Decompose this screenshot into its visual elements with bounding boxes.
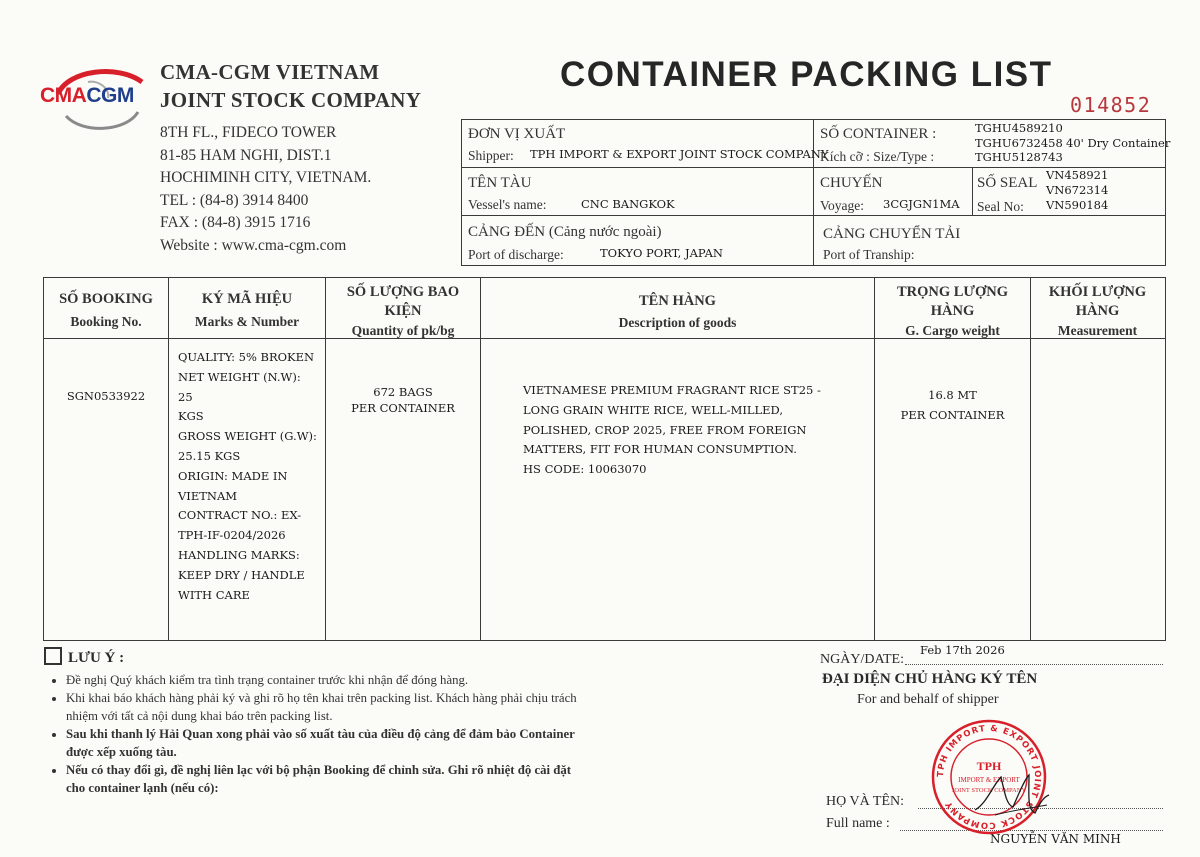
marks-line-6: ORIGIN: MADE IN — [178, 468, 288, 483]
company-name — [160, 58, 421, 114]
vessel-label-vn: TÊN TÀU — [468, 175, 532, 191]
stamp-ring-text: TPH IMPORT & EXPORT JOINT STOCK COMPANY — [935, 723, 1043, 831]
quantity-line-2: PER CONTAINER — [351, 400, 455, 415]
shipper-rep-en: For and behalf of shipper — [857, 692, 999, 707]
header-quantity-en: Quantity of pk/bg — [351, 323, 455, 338]
header-marks — [169, 290, 325, 331]
logo-text-cma: CMA — [40, 84, 87, 107]
voyage-label-vn: CHUYẾN — [820, 175, 883, 191]
shipper-rep-vn: ĐẠI DIỆN CHỦ HÀNG KÝ TÊN — [822, 671, 1038, 687]
seal-value-3: VN590184 — [1046, 198, 1109, 212]
signer-name: NGUYỄN VĂN MINH — [990, 832, 1121, 846]
company-logo — [38, 62, 150, 137]
logo-text-cgm: CGM — [86, 84, 134, 107]
marks-line-8: CONTRACT NO.: EX- — [178, 508, 302, 523]
company-website: Website : www.cma-cgm.com — [160, 236, 347, 254]
vessel-label-en: Vessel's name: — [468, 197, 547, 212]
header-measurement — [1040, 283, 1155, 340]
company-tel: TEL : (84-8) 3914 8400 — [160, 191, 309, 209]
header-marks-en: Marks & Number — [194, 314, 300, 329]
address-line1: 8TH FL., FIDECO TOWER — [160, 124, 337, 141]
header-measurement-en: Measurement — [1057, 323, 1138, 338]
header-description-vn: TÊN HÀNG — [639, 293, 716, 309]
marks-line-3: KGS — [178, 409, 204, 424]
marks-line-2: NET WEIGHT (N.W): 25 — [178, 369, 301, 404]
note-item-2: • Khi khai báo khách hàng phải ký và ghi rõ họ tên khai trên packing list. Khách hàng phải chịu trách nhiệm với tất cả nội dung khai báo trên packing list. — [66, 689, 592, 725]
voyage-value: 3CGJGN1MA — [883, 197, 960, 211]
note-item-4: • Nếu có thay đổi gì, đề nghị liên lạc với bộ phận Booking để chỉnh sửa. Ghi rõ nhiệt độ cài đặt cho container lạnh (nếu có): — [66, 761, 592, 797]
notes-title — [44, 647, 124, 667]
header-quantity-vn: SỐ LƯỢNG BAO KIỆN — [346, 284, 460, 319]
booking-number: SGN0533922 — [66, 389, 146, 403]
header-marks-vn: KÝ MÃ HIỆU — [201, 291, 293, 307]
name-label-vn: HỌ VÀ TÊN: — [826, 794, 905, 809]
date-value: Feb 17th 2026 — [920, 643, 1005, 657]
port-discharge-label-vn: CẢNG ĐẾN (Cảng nước ngoài) — [468, 224, 662, 240]
header-weight-en: G. Cargo weight — [905, 323, 1000, 338]
company-name-line1: CMA-CGM VIETNAM — [160, 60, 380, 84]
stamp-center-2: IMPORT & EXPORT — [958, 776, 1020, 784]
header-booking-vn: SỐ BOOKING — [59, 291, 153, 307]
name-label-en: Full name : — [826, 816, 890, 831]
stamp-center-3: JOINT STOCK COMPANY — [951, 787, 1027, 794]
header-weight — [895, 283, 1010, 340]
seal-label-en: Seal No: — [977, 199, 1024, 214]
marks-line-4: GROSS WEIGHT (G.W): — [178, 429, 317, 444]
description-line-1: VIETNAMESE PREMIUM FRAGRANT RICE ST25 - — [523, 383, 821, 397]
port-discharge-value: TOKYO PORT, JAPAN — [600, 246, 723, 260]
header-booking — [44, 290, 168, 331]
description-cell — [523, 381, 868, 480]
handwritten-signature — [965, 765, 1055, 825]
marks-line-10: HANDLING MARKS: — [178, 547, 300, 562]
description-line-3: POLISHED, CROP 2025, FREE FROM FOREIGN — [523, 422, 807, 437]
description-line-5: HS CODE: 10063070 — [523, 462, 647, 477]
header-weight-vn: TRỌNG LƯỢNG HÀNG — [896, 284, 1009, 319]
marks-line-11: KEEP DRY / HANDLE — [178, 567, 305, 582]
header-booking-en: Booking No. — [70, 314, 142, 329]
signature-strokes — [965, 765, 1055, 825]
voyage-label-en: Voyage: — [820, 198, 864, 213]
container-size-label: Kích cỡ : Size/Type : — [820, 149, 935, 164]
company-name-line2: JOINT STOCK COMPANY — [160, 88, 422, 112]
header-measurement-vn: KHỐI LƯỢNG HÀNG — [1048, 284, 1147, 319]
container-numbers — [975, 121, 1063, 165]
note-item-1: • Đề nghị Quý khách kiểm tra tình trạng container trước khi nhận để đóng hàng. — [66, 671, 592, 689]
container-size-type: 40' Dry Container — [1066, 136, 1171, 150]
marks-line-1: QUALITY: 5% BROKEN — [178, 350, 315, 364]
vessel-value: CNC BANGKOK — [581, 197, 675, 211]
seal-label-vn: SỐ SEAL — [977, 175, 1038, 191]
description-line-2: LONG GRAIN WHITE RICE, WELL-MILLED, — [523, 402, 784, 417]
company-fax: FAX : (84-8) 3915 1716 — [160, 214, 311, 231]
header-description — [481, 292, 874, 332]
marks-cell — [178, 348, 318, 605]
stamp-center-1: TPH — [976, 759, 1002, 773]
container-number-3: TGHU5128743 — [975, 150, 1063, 164]
header-description-en: Description of goods — [618, 315, 737, 330]
notes-checkbox-icon — [44, 647, 62, 665]
header-quantity — [338, 283, 468, 340]
date-label: NGÀY/DATE: — [820, 652, 904, 667]
description-line-4: MATTERS, FIT FOR HUMAN CONSUMPTION. — [523, 442, 797, 457]
quantity-line-1: 672 BAGS — [373, 385, 433, 399]
address-line2: 81-85 HAM NGHI, DIST.1 — [160, 146, 332, 164]
marks-line-7: VIETNAM — [178, 488, 238, 503]
container-number-1: TGHU4589210 — [975, 121, 1063, 135]
notes-list — [52, 671, 592, 797]
date-line — [905, 664, 1163, 665]
seal-values — [1046, 168, 1108, 213]
port-tranship-label-vn: CẢNG CHUYỂN TẢI — [823, 226, 961, 242]
port-tranship-label-en: Port of Tranship: — [823, 247, 915, 262]
shipper-value: TPH IMPORT & EXPORT JOINT STOCK COMPANY — [530, 147, 829, 161]
address-line3: HOCHIMINH CITY, VIETNAM. — [160, 169, 372, 186]
company-address — [160, 122, 371, 257]
port-discharge-label-en: Port of discharge: — [468, 247, 564, 262]
marks-line-5: 25.15 KGS — [178, 448, 241, 463]
quantity-cell — [326, 385, 480, 416]
serial-number: 014852 — [1070, 93, 1152, 117]
weight-line-2: PER CONTAINER — [900, 407, 1005, 422]
shipper-label-en: Shipper: — [468, 148, 514, 163]
document-title: CONTAINER PACKING LIST — [560, 55, 1053, 94]
seal-value-1: VN458921 — [1046, 168, 1109, 182]
shipper-label-vn: ĐƠN VỊ XUẤT — [468, 126, 566, 142]
marks-line-12: WITH CARE — [178, 587, 250, 602]
weight-line-1: 16.8 MT — [928, 388, 977, 402]
container-number-2: TGHU6732458 — [975, 135, 1063, 150]
note-item-3: • Sau khi thanh lý Hải Quan xong phải vào số xuất tàu của điều độ cảng để đảm bảo Container được xếp xuống tàu. — [66, 725, 592, 761]
notes-title-text: LƯU Ý : — [68, 650, 125, 666]
container-label-vn: SỐ CONTAINER : — [820, 126, 937, 142]
seal-value-2: VN672314 — [1046, 183, 1109, 197]
marks-line-9: TPH-IF-0204/2026 — [178, 528, 286, 543]
weight-cell — [875, 386, 1030, 426]
